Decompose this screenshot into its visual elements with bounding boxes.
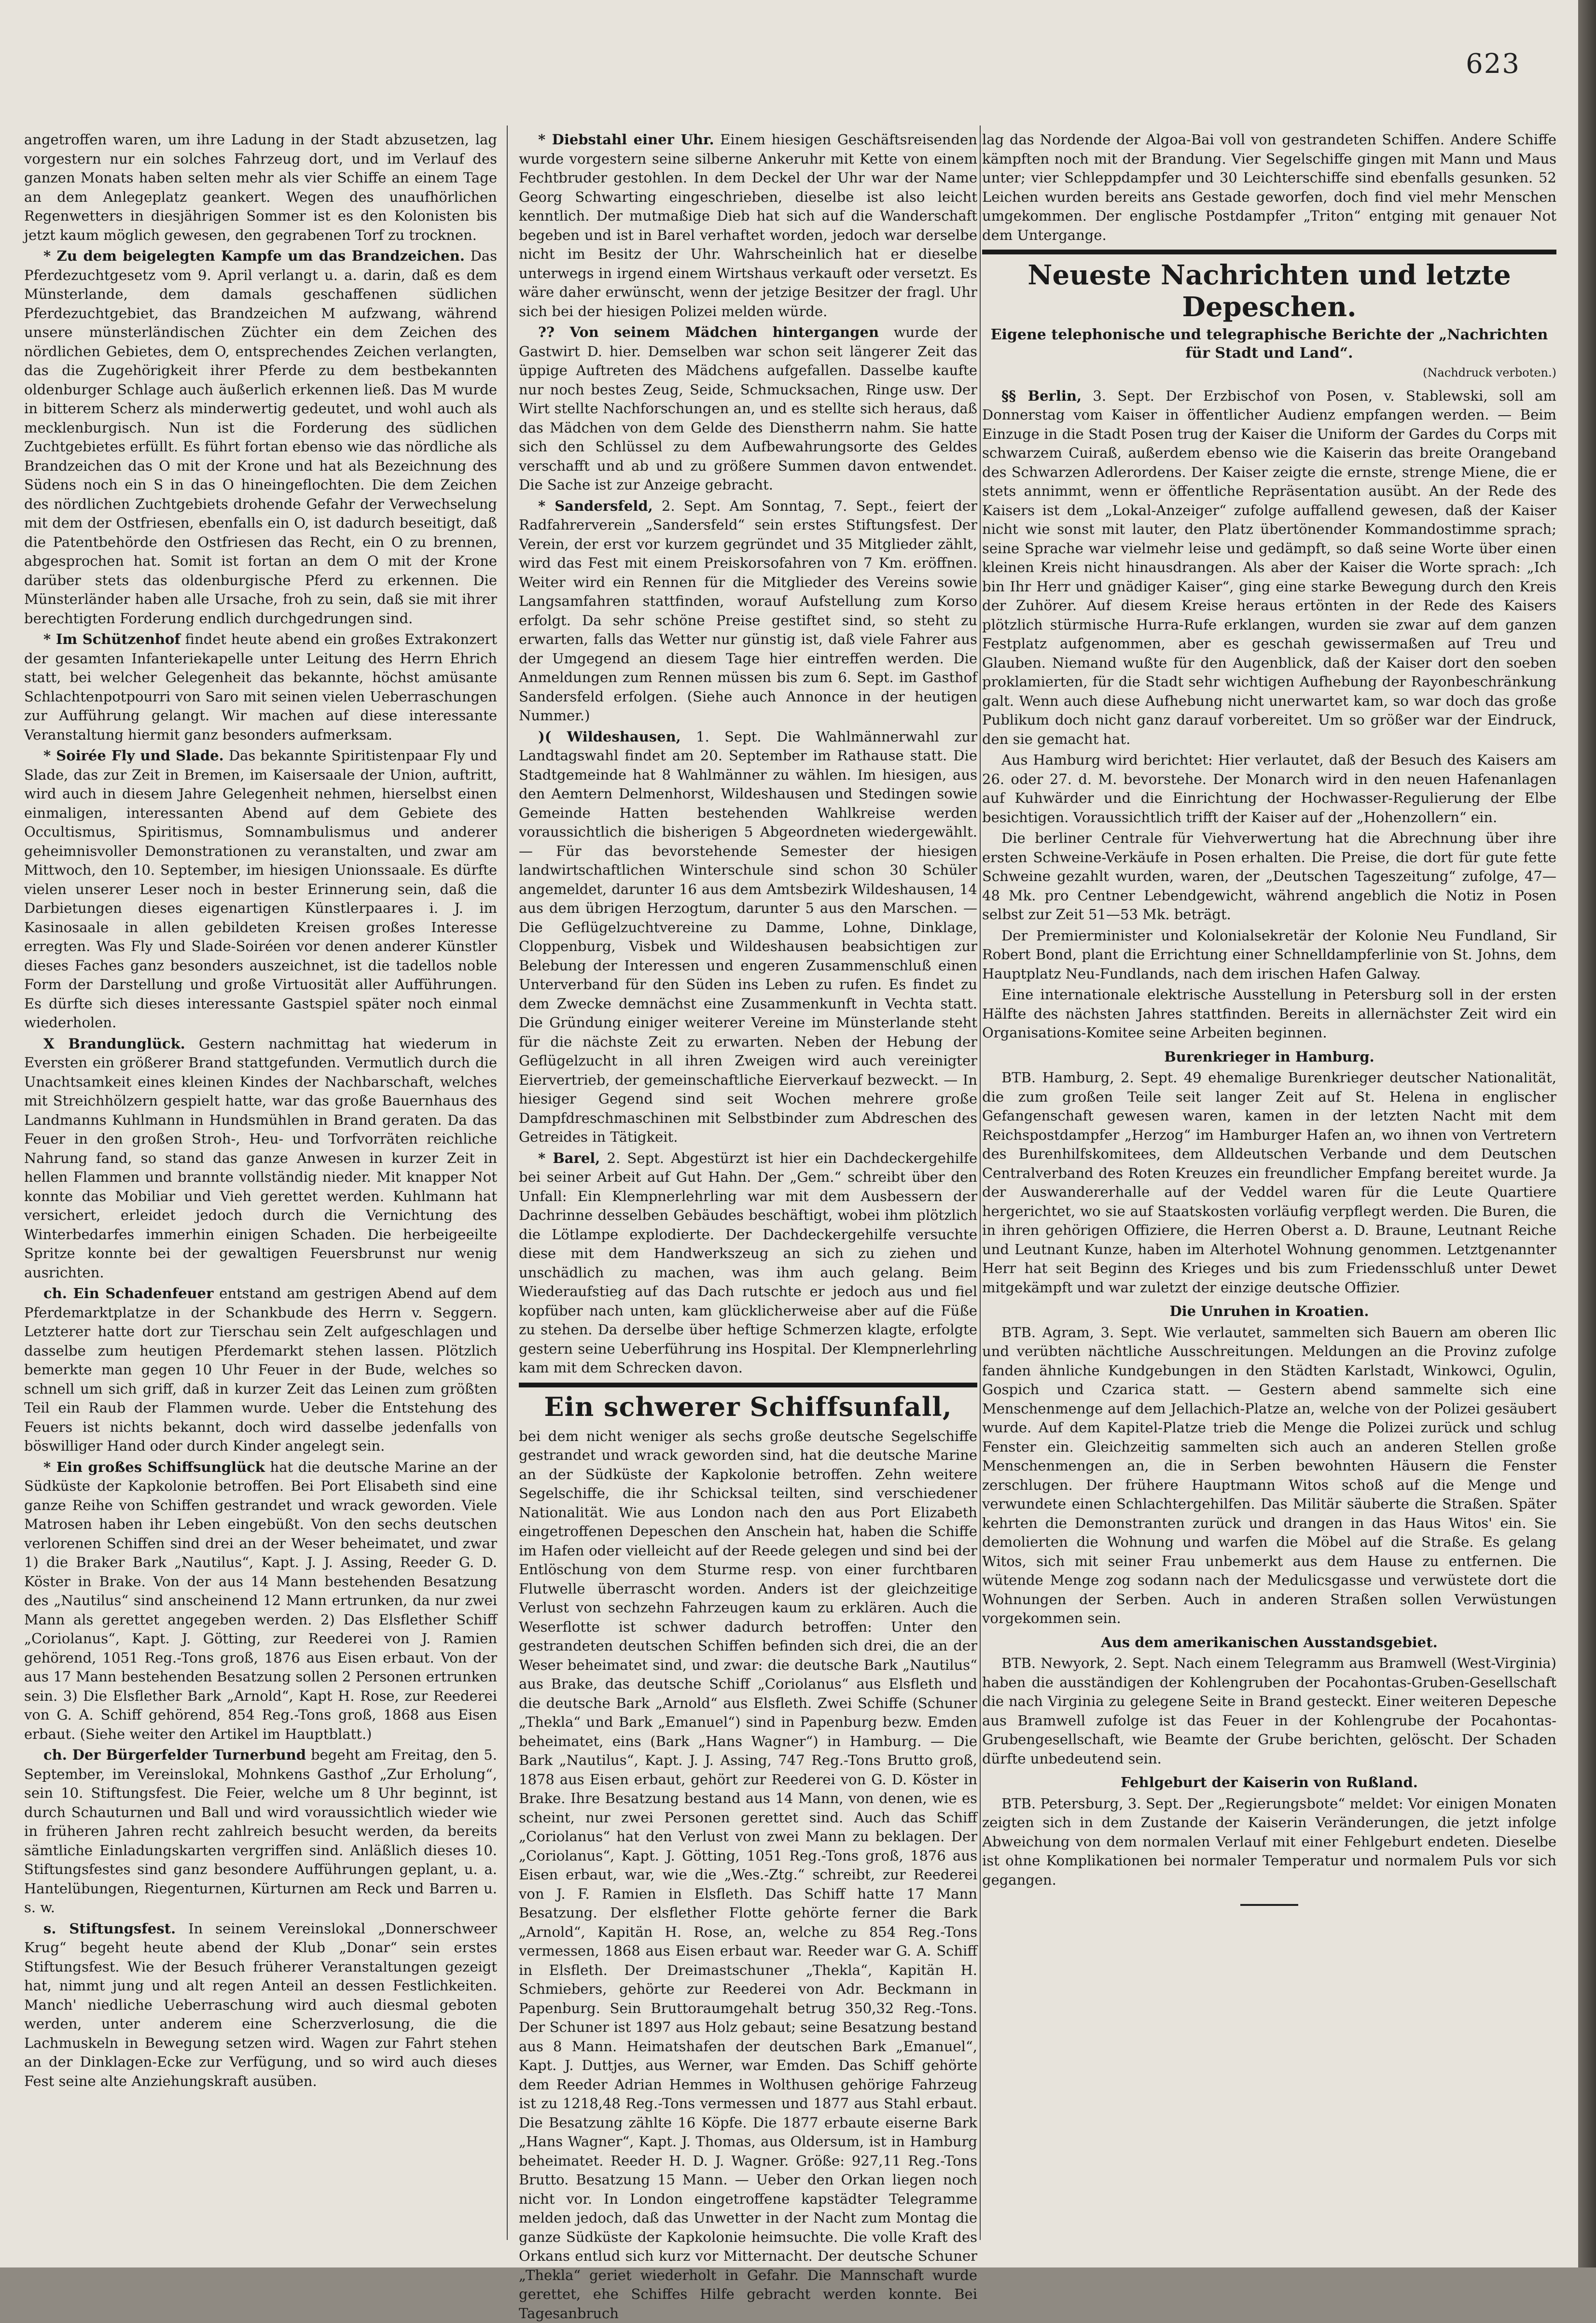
news-item-text: Die berliner Centrale für Viehverwertung hat die Abrechnung über ihre ersten Schweine-Verkäufe in Posen erhalten. Die Preise, die dort für gute fette Schweine gezahlt wurden, waren, der „Deutschen Tageszeitung“ zufolge, 47—48 Mk. pro Centner Lebendgewicht, während angeblich die Notiz in Posen selbst zur Zeit 51—53 Mk. beträgt. bbox=[982, 830, 1556, 923]
feature-text: bei dem nicht weniger als sechs große deutsche Segelschiffe gestrandet und wrack geworden sind, hat die deutsche Marine an der Südküste der Kapkolonie betroffen. Zehn weitere Segelschiffe, die ihr Schicksal teilten, sind verschiedener Nationalität. Wie aus London nach den aus Port Elizabeth eingetroffenen Depeschen den Anschein hat, haben die Schiffe im Hafen oder vielleicht auf der Reede gelegen und sind bei der Entlöschung von dem Sturme resp. von einer furchtbaren Flutwelle überrascht worden. Anders ist der gleichzeitige Verlust von sechzehn Fahrzeugen kaum zu erklären. Auch die Weserflotte ist schwer dadurch betroffen: Unter den gestrandeten deutschen Schiffen befinden sich drei, die an der Weser beheimatet sind, und zwar: die deutsche Bark „Nautilus“ aus Brake, das deutsche Schiff „Coriolanus“ aus Elsfleth und die deutsche Bark „Arnold“ aus Elsfleth. Zwei Schiffe (Schuner „Thekla“ und Bark „Emanuel“) sind in Papenburg bezw. Emden beheimatet, eins (Bark „Hans Wagner“) in Hamburg. — Die Bark „Nautilus“, Kapt. J. J. Assing, 747 Reg.-Tons Brutto groß, 1878 aus Eisen erbaut, gehört zur Reederei von G. D. Köster in Brake. Ihre Besatzung bestand aus 14 Mann, von denen, wie es scheint, nur zwei Personen gerettet sind. Auch das Schiff „Coriolanus“ hat den Verlust von zwei Mann zu beklagen. Der „Coriolanus“, Kapt. J. Götting, 1051 Reg.-Tons groß, 1876 aus Eisen erbaut, war, wie die „Wes.-Ztg.“ schreibt, zur Reederei von J. F. Ramien in Elsfleth. Das Schiff hatte 17 Mann Besatzung. Der elsflether Flotte gehörte ferner die Bark „Arnold“, Kapitän H. Rose, an, welche zu 854 Reg.-Tons vermessen, 1868 aus Eisen erbaut war. Reeder war G. A. Schiff in Elsfleth. Der Dreimastschuner „Thekla“, Kapitän H. Schmiebers, gehörte zur Reederei von Adr. Beckmann in Papenburg. Sein Bruttoraumgehalt betrug 350,32 Reg.-Tons. Der Schuner ist 1897 aus Holz gebaut; seine Besatzung bestand aus 8 Mann. Heimatshafen der deutschen Bark „Emanuel“, Kapt. J. Duttjes, aus Werner, war Emden. Das Schiff gehörte dem Reeder Adrian Hemmes in Wolthusen gehörige Fahrzeug ist zu 1218,48 Reg.-Tons vermessen und 1877 aus Stahl erbaut. Die Besatzung zählte 16 Köpfe. Die 1877 erbaute eiserne Bark „Hans Wagner“, Kapt. J. Thomas, aus Oldersum, ist in Hamburg beheimatet. Reeder H. D. J. Wagner. Größe: 927,11 Reg.-Tons Brutto. Besatzung 15 Mann. — Ueber den Orkan liegen noch nicht vor. In London eingetroffene kapstädter Telegramme melden jedoch, daß das Unwetter in der Nacht zum Montag die ganze Südküste der Kapkolonie heimsuchte. Die volle Kraft des Orkans entlud sich kurz vor Mitternacht. Der deutsche Schuner „Thekla“ geriet wiederholt in Gefahr. Die Mannschaft wurde gerettet, ehe Schiffes Hilfe gebracht werden konnte. Bei Tagesanbruch bbox=[519, 1427, 977, 2323]
news-item bbox=[982, 387, 1556, 749]
article-text: Gestern nachmittag hat wiederum in Eversten ein größerer Brand stattgefunden. Vermutlich durch die Unachtsamkeit eines kleinen Kindes der Nachbarschaft, welches mit Streichhölzern gespielt hatte, war das große Bauernhaus des Landmanns Kuhlmann in Hundsmühlen in Brand geraten. Da das Feuer in den großen Stroh-, Heu- und Torfvorräten reichliche Nahrung fand, so stand das ganze Anwesen in kurzer Zeit in hellen Flammen und brannte vollständig nieder. Mit knapper Not konnte das Mobiliar und Vieh gerettet werden. Kuhlmann hat versichert, erleidet jedoch durch die Vernichtung des Winterbedarfes immerhin einigen Schaden. Die herbeigeeilte Spritze konnte bei der gewaltigen Feuersbrunst nur wenig ausrichten. bbox=[24, 1036, 497, 1281]
article bbox=[519, 497, 977, 726]
article-text: findet heute abend ein großes Extrakonzert der gesamten Infanteriekapelle unter Leitung des Herrn Ehrich statt, bei welcher Gelegenheit das bekannte, höchst amüsante Schlachtenpotpourri von Saro mit seinen vielen Ueberraschungen zur Aufführung gelangt. Wir machen auf diese interessante Veranstaltung hiermit ganz besonders aufmerksam. bbox=[24, 631, 497, 743]
column-3 bbox=[982, 130, 1556, 2240]
section-headline: Neueste Nachrichten und letzte Depeschen. bbox=[982, 259, 1556, 323]
article-text: Einem hiesigen Geschäftsreisenden wurde vorgestern seine silberne Ankeruhr mit Kette von einem Fechtbruder gestohlen. In dem Deckel der Uhr war der Name Georg Schwarting eingeschrieben, dieselbe ist also leicht kenntlich. Der mutmaßige Dieb hat sich auf die Wanderschaft begeben und ist in Barel verhaftet worden, jedoch war derselbe nicht im Besitz der Uhr. Wahrscheinlich hat er dieselbe unterwegs in irgend einem Wirtshaus verkauft oder versetzt. Es wäre daher erwünscht, wenn der jetzige Besitzer der fragl. Uhr sich bei der hiesigen Polizei melden würde. bbox=[519, 131, 977, 320]
article-title: ch. Ein Schadenfeuer bbox=[43, 1285, 213, 1301]
article-title: * Sandersfeld, bbox=[538, 498, 653, 514]
article bbox=[24, 1284, 497, 1456]
article-title: * Diebstahl einer Uhr. bbox=[538, 131, 714, 148]
article bbox=[519, 728, 977, 1147]
news-item-text: BTB. Newyork, 2. Sept. Nach einem Telegramm aus Bramwell (West-Virginia) haben die ausständigen der Kohlengruben der Pocahontas-Gruben-Gesellschaft die nach Virginia zu gelegene Seite in Brand gesteckt. Einer weiteren Depesche aus Bramwell zufolge ist das Feuer in der Kohlengrube der Pocahontas-Grubengesellschaft, wie Beamte der Grube berichten, gelöscht. Der Schaden dürfte unbedeutend sein. bbox=[982, 1655, 1556, 1767]
article bbox=[519, 130, 977, 321]
article-title: * Ein großes Schiffsunglück bbox=[43, 1459, 265, 1475]
article-text: Das Pferdezuchtgesetz vom 9. April verlangt u. a. darin, daß es dem Münsterlande, dem damals geschaffenen südlichen Pferdezuchtgebiet, das Brandzeichen M aufzwang, während unsere münsterländischen Züchter ein dem Zeichen des nördlichen Gebietes, dem O, entsprechendes Zeichen verlangten, das die Zugehörigkeit ihrer Pferde zu dem bestbekannten oldenburger Schlage auch äußerlich erkennen ließ. Das M wurde in bitterem Scherz als minderwertig gedeutet, und wohl auch als mecklenburgisch. Nun ist die Forderung des südlichen Zuchtgebietes erfüllt. Es führt fortan ebenso wie das nördliche als Brandzeichen das O mit der Krone und hat als Bezeichnung des Südens noch ein S in das O hineingeflochten. Die dem Zeichen des nördlichen Zuchtgebiets drohende Gefahr der Verwechselung mit dem der Ostfriesen, ebenfalls ein O, ist dadurch beseitigt, daß die Patentbehörde den Ostfriesen das Recht, ein O zu brennen, abgesprochen hat. Somit ist fortan an dem O mit der Krone darüber stets das oldenburgische Pferd zu erkennen. Die Münsterländer haben alle Ursache, froh zu sein, daß sie mit ihrer berechtigten Forderung endlich durchgedrungen sind. bbox=[24, 248, 497, 627]
article-title: * Soirée Fly und Slade. bbox=[43, 747, 224, 764]
end-dash bbox=[1240, 1904, 1298, 1906]
article-text: angetroffen waren, um ihre Ladung in der Stadt abzusetzen, lag vorgestern nur ein solches Fahrzeug dort, und im Verlauf des ganzen Monats haben selten mehr als vier Schiffe an einem Tage an dem Anlegeplatz geankert. Wegen des unaufhörlichen Regenwetters in diesjährigen Sommer ist es den Kolonisten bis jetzt kaum möglich gewesen, den gegrabenen Torf zu trocknen. bbox=[24, 131, 497, 243]
article-text: begeht am Freitag, den 5. September, im Vereinslokal, Mohnkens Gasthof „Zur Erholung“, sein 10. Stiftungsfest. Die Feier, welche um 8 Uhr beginnt, ist durch Schauturnen und Ball und wird voraussichtlich wieder wie in früheren Jahren recht zahlreich besucht werden, da bereits sämtliche Einladungskarten vergriffen sind. Anläßlich dieses 10. Stiftungsfestes sind ganz besondere Aufführungen geplant, u. a. Hantelübungen, Riegenturnen, Kürturnen am Reck und Barren u. s. w. bbox=[24, 1747, 497, 1916]
article bbox=[24, 1458, 497, 1744]
book-edge bbox=[1578, 0, 1596, 2267]
news-item-text: 3. Sept. Der Erzbischof von Posen, v. Stablewski, soll am Donnerstag vom Kaiser in öffentlicher Audienz empfangen werden. — Beim Einzuge in die Stadt Posen trug der Kaiser die Uniform der Gardes du Corps mit schwarzem Cuiraß, außerdem ebenso wie die Kaiserin das breite Orangeband des Schwarzen Adlerordens. Der Kaiser zeigte die ernste, strenge Miene, die er stets annimmt, wenn er öffentliche Repräsentation ausübt. An der Rede des Kaisers ist dem „Lokal-Anzeiger“ zufolge auffallend gewesen, daß der Kaiser nicht wie sonst mit lauter, den Platz übertönender Kommandostimme sprach; seine Sprache war vielmehr leise und gedämpft, so daß seine Worte über einen kleinen Kreis nicht hinausdrangen. Als aber der Kaiser die Worte sprach: „Ich bin Ihr Herr und gnädiger Kaiser“, ging eine starke Bewegung durch den Kreis der Zuhörer. Auf diesem Kreise heraus ertönten in der Rede des Kaisers plötzlich stürmische Hurra-Rufe erklangen, wurden sie zwar auf dem ganzen Festplatz aufgenommen, aber es geschah gewissermaßen auf Treu und Glauben. Niemand wußte für den Augenblick, daß der Kaiser dort den soeben proklamierten, für die Stadt sehr wichtigen Aufhebung der Rayonbeschränkung galt. Wenn auch diese Aufhebung nicht unerwartet kam, so war doch das große Publikum doch nicht ganz darauf vorbereitet. Um so größer war der Eindruck, den sie gemacht hat. bbox=[982, 388, 1556, 747]
news-item-text: Eine internationale elektrische Ausstellung in Petersburg soll in der ersten Hälfte des nächsten Jahres stattfinden. Bereits in allernächster Zeit wird ein Organisations-Komitee seine Arbeiten beginnen. bbox=[982, 986, 1556, 1041]
article-title: )( Wildeshausen, bbox=[538, 728, 681, 745]
reprint-note: (Nachdruck verboten.) bbox=[982, 364, 1556, 383]
column-divider bbox=[507, 126, 508, 2240]
news-item bbox=[982, 829, 1556, 924]
news-item bbox=[982, 1068, 1556, 1297]
article bbox=[24, 1035, 497, 1283]
column-2 bbox=[519, 130, 977, 2240]
news-item bbox=[982, 1654, 1556, 1768]
article bbox=[24, 1919, 497, 2091]
article-title: X Brandunglück. bbox=[43, 1036, 185, 1052]
article-title: s. Stiftungsfest. bbox=[43, 1920, 176, 1937]
news-item bbox=[982, 1794, 1556, 1890]
article bbox=[24, 1746, 497, 1917]
article-title: * Im Schützenhof bbox=[43, 631, 180, 647]
article-title: * Barel, bbox=[538, 1150, 600, 1166]
article bbox=[519, 323, 977, 495]
article bbox=[24, 746, 497, 1033]
news-item bbox=[982, 926, 1556, 984]
news-item-title: Burenkrieger in Hamburg. bbox=[982, 1048, 1556, 1067]
article-text: In seinem Vereinslokal „Donnerschweer Krug“ begeht heute abend der Klub „Donar“ sein erstes Stiftungsfest. Wie der Besuch früherer Veranstaltungen gezeigt hat, nimmt jung und alt regen Anteil an dessen Festlichkeiten. Manch' niedliche Ueberraschung wird auch diesmal geboten werden, unter anderem eine Scherzverlosung, die die Lachmuskeln in Bewegung setzen wird. Wagen zur Fahrt stehen an der Dinklagen-Ecke zur Verfügung, und so wird auch dieses Fest seine alte Anziehungskraft ausüben. bbox=[24, 1920, 497, 2089]
news-item-text: Der Premierminister und Kolonialsekretär der Kolonie Neu Fundland, Sir Robert Bond, plant die Errichtung einer Schnelldampferlinie von St. Johns, dem Hauptplatz Neu-Fundlands, nach dem irischen Hafen Galway. bbox=[982, 927, 1556, 982]
news-item-text: BTB. Hamburg, 2. Sept. 49 ehemalige Burenkrieger deutscher Nationalität, die zum großen Teile seit langer Zeit auf St. Helena in englischer Gefangenschaft gewesen waren, kamen in der letzten Nacht mit dem Reichspostdampfer „Herzog“ im Hamburger Hafen an, wo ihnen von Vertretern des Burenhilfskomitees, dem Alldeutschen Verbande und dem Deutschen Centralverband des Roten Kreuzes ein freundlicher Empfang bereitet wurde. Ja der Auswandererhalle auf der Veddel waren für die Leute Quartiere hergerichtet, wo sie auf Staatskosten vorläufig verpflegt werden. Die Buren, die in ihren gehörigen Offiziere, die Herren Oberst a. D. Braune, Leutnant Reiche und Leutnant Kunze, haben im Alterhotel Wohnung genommen. Letztgenannter Herr hat seit Beginn des Krieges und bis zum Friedensschluß unter Dewet mitgekämpft und war zuletzt der einzige deutsche Offizier. bbox=[982, 1069, 1556, 1296]
page-number: 623 bbox=[1466, 48, 1520, 80]
article bbox=[24, 247, 497, 628]
article bbox=[519, 1149, 977, 1378]
section-subtitle: Eigene telephonische und telegraphische Berichte der „Nachrichten für Stadt und Land“. bbox=[982, 326, 1556, 363]
news-item bbox=[982, 985, 1556, 1043]
article-title: ?? Von seinem Mädchen hintergangen bbox=[538, 324, 879, 340]
article-title: * Zu dem beigelegten Kampfe um das Brandzeichen. bbox=[43, 248, 465, 264]
article-continuation: lag das Nordende der Algoa-Bai voll von gestrandeten Schiffen. Andere Schiffe kämpften noch mit der Brandung. Vier Segelschiffe gingen mit Mann und Maus unter; vier Schleppdampfer und 30 Leichterschiffe sind ebenfalls gesunken. 52 Leichen wurden bereits ans Gestade geworfen, doch find viel mehr Menschen umgekommen. Der englische Postdampfer „Triton“ entging mit genauer Not dem Untergange. bbox=[982, 130, 1556, 245]
article-text: Das bekannte Spiritistenpaar Fly und Slade, das zur Zeit in Bremen, im Kaisersaale der Union, auftritt, wird auch in diesem Jahre Gelegenheit nehmen, hierselbst einen einmaligen, interessanten Abend auf dem Gebiete des Occultismus, Spiritismus, Somnambulismus und anderer geheimnisvoller Demonstrationen zu veranstalten, und zwar am Mittwoch, den 10. September, im hiesigen Unionssaale. Es dürfte vielen unserer Leser noch in bester Erinnerung sein, daß die Darbietungen dieses eigenartigen Künstlerpaares i. J. im Kasinosaale in allen gebildeten Kreisen großes Interesse erregten. Was Fly und Slade-Soiréen vor denen anderer Künstler dieses Faches ganz besonders auszeichnet, ist die tadellos noble Form der Darstellung und große Virtuosität aller Aufführungen. Es dürfte sich dieses interessante Gastspiel später noch einmal wiederholen. bbox=[24, 747, 497, 1031]
column-1 bbox=[24, 130, 497, 2240]
article-text: hat die deutsche Marine an der Südküste der Kapkolonie betroffen. Bei Port Elisabeth sind eine ganze Reihe von Schiffen gestrandet und wrack geworden. Viele Matrosen haben ihr Leben eingebüßt. Von den sechs deutschen verlorenen Schiffen sind drei an der Weser beheimatet, und zwar 1) die Braker Bark „Nautilus“, Kapt. J. J. Assing, Reeder G. D. Köster in Brake. Von der aus 14 Mann bestehenden Besatzung des „Nautilus“ sind anscheinend 12 Mann ertrunken, da nur zwei Mann als gerettet angegeben werden. 2) Das Elsflether Schiff „Coriolanus“, Kapt. J. Götting, zur Reederei von J. Ramien gehörend, 1051 Reg.-Tons groß, 1876 aus Eisen erbaut. Von der aus 17 Mann bestehenden Besatzung sollen 2 Personen ertrunken sein. 3) Die Elsflether Bark „Arnold“, Kapt H. Rose, zur Reederei von G. A. Schiff gehörend, 854 Reg.-Tons groß, 1868 aus Eisen erbaut. (Siehe weiter den Artikel im Hauptblatt.) bbox=[24, 1459, 497, 1742]
news-item-text: Aus Hamburg wird berichtet: Hier verlautet, daß der Besuch des Kaisers am 26. oder 27. d. M. bevorstehe. Der Monarch wird in den neuen Hafenanlagen auf Kuhwärder und die Einrichtung der Hochwasser-Regulierung der Elbe besichtigen. Voraussichtlich trifft der Kaiser auf der „Hohenzollern“ ein. bbox=[982, 752, 1556, 826]
news-item-title: Die Unruhen in Kroatien. bbox=[982, 1302, 1556, 1321]
news-item-text: BTB. Agram, 3. Sept. Wie verlautet, sammelten sich Bauern am oberen Ilic und verübten nächtliche Ausschreitungen. Meldungen an die Provinz zufolge fanden ähnliche Kundgebungen in den Städten Karlstadt, Winkowci, Ogulin, Gospich und Czarica statt. — Gestern abend sammelte sich eine Menschenmenge auf dem Jellachich-Platze an, welche von der Polizei gesäubert wurde. Auf dem Kapitel-Platze trieb die Menge die Polizei zurück und schlug Fenster ein. Gleichzeitig sammelten sich auch an anderen Stellen große Menschenmengen an, die in Serben bewohnten Häusern die Fenster zerschlugen. Der frühere Hauptmann Witos schoß auf die Menge und verwundete einen Schlachtergehilfen. Das Militär säuberte die Straßen. Später kehrten die Demonstranten zurück und drangen in das Haus Witos' ein. Sie demolierten die Wohnung und warfen die Möbel auf die Straße. Es gelang Witos, sich mit seiner Frau unbemerkt aus dem Hause zu entfernen. Die wütende Menge zog sodann nach der Medulicsgasse und verwüstete dort die Wohnungen der Serben. Auch in anderen Straßen sollen Verwüstungen vorgekommen sein. bbox=[982, 1324, 1556, 1627]
news-item-title: §§ Berlin, bbox=[1001, 388, 1082, 404]
news-item bbox=[982, 1323, 1556, 1628]
article-text: 2. Sept. Am Sonntag, 7. Sept., feiert der Radfahrerverein „Sandersfeld“ sein erstes Stiftungsfest. Der Verein, der erst vor kurzem gegründet und 35 Mitglieder zählt, wird das Fest mit einem Preiskorsofahren von 7 Km. eröffnen. Weiter wird ein Rennen für die Mitglieder des Vereins sowie Langsamfahren stattfinden, worauf Aufstellung zum Korso erfolgt. Da sehr schöne Preise gestiftet sind, so steht zu erwarten, falls das Wetter nur günstig ist, daß viele Fahrer aus der Umgegend an diesem Tage hier eintreffen werden. Die Anmeldungen zum Rennen müssen bis zum 6. Sept. im Gasthof Sandersfeld erfolgen. (Siehe auch Annonce in der heutigen Nummer.) bbox=[519, 498, 977, 724]
section-rule bbox=[982, 250, 1556, 254]
news-item-title: Fehlgeburt der Kaiserin von Rußland. bbox=[982, 1773, 1556, 1792]
news-item-text: BTB. Petersburg, 3. Sept. Der „Regierungsbote“ meldet: Vor einigen Monaten zeigten sich in dem Zustande der Kaiserin Veränderungen, die jetzt infolge Abweichung von dem normalen Verlauf mit einer Fehlgeburt endeten. Dieselbe ist ohne Komplikationen bei normaler Temperatur und normalem Puls vor sich gegangen. bbox=[982, 1795, 1556, 1888]
article-text: 1. Sept. Die Wahlmännerwahl zur Landtagswahl findet am 20. September im Rathause statt. Die Stadtgemeinde hat 8 Wahlmänner zu wählen. Im hiesigen, aus den Aemtern Delmenhorst, Wildeshausen und Stedingen sowie Gemeinde Hatten bestehenden Wahlkreise werden voraussichtlich die bisherigen 5 Abgeordneten wiedergewählt. — Für das bevorstehende Semester der hiesigen landwirtschaftlichen Winterschule sind schon 30 Schüler angemeldet, darunter 16 aus dem Amtsbezirk Wildeshausen, 14 aus dem übrigen Herzogtum, darunter 5 aus den Marschen. — Die Geflügelzuchtvereine zu Damme, Lohne, Dinklage, Cloppenburg, Visbek und Wildeshausen beabsichtigen zur Belebung der Interessen und engeren Zusammenschluß einen Unterverband für den Süden ins Leben zu rufen. Es findet zu dem Zwecke demnächst eine Zusammenkunft in Vechta statt. Die Gründung einiger weiterer Vereine im Münsterlande steht für die nächste Zeit zu erwarten. Neben der Hebung der Geflügelzucht in all ihren Zweigen wird auch vereinigter Eiervertrieb, der gemeinschaftliche Eierverkauf bezweckt. — In hiesiger Gegend sind seit Wochen mehrere große Dampfdreschmaschinen mit Selbstbinder zum Abdreschen des Getreides in Tätigkeit. bbox=[519, 728, 977, 1146]
article-text: wurde der Gastwirt D. hier. Demselben war schon seit längerer Zeit das üppige Auftreten des Mädchens aufgefallen. Dasselbe kaufte nur noch bestes Zeug, Seide, Schmucksachen, Ringe usw. Der Wirt stellte Nachforschungen an, und es stellte sich heraus, daß das Mädchen von dem Gelde des Dienstherrn nahm. Sie hatte sich den Schlüssel zu dem Aufbewahrungsorte des Geldes verschafft und ab und zu größere Summen davon entwendet. Die Sache ist zur Anzeige gebracht. bbox=[519, 324, 977, 493]
article bbox=[24, 130, 497, 245]
article bbox=[24, 630, 497, 744]
section-rule bbox=[519, 1383, 977, 1387]
feature-headline: Ein schwerer Schiffsunfall, bbox=[519, 1391, 977, 1422]
news-item bbox=[982, 751, 1556, 827]
news-item-title: Aus dem amerikanischen Ausstandsgebiet. bbox=[982, 1633, 1556, 1652]
column-divider bbox=[980, 126, 981, 2240]
article-title: ch. Der Bürgerfelder Turnerbund bbox=[43, 1747, 306, 1763]
article-text: entstand am gestrigen Abend auf dem Pferdemarktplatze in der Schankbude des Herrn v. Seggern. Letzterer hatte dort zur Tierschau sein Zelt aufgeschlagen und dasselbe zum heutigen Pferdemarkt stehen lassen. Plötzlich bemerkte man gegen 10 Uhr Feuer in der Bude, welches so schnell um sich griff, daß in kurzer Zeit das Leinen zum größten Teil ein Raub der Flammen wurde. Ueber die Entstehung des Feuers ist nichts bekannt, doch wird dasselbe jedenfalls von böswilliger Hand oder durch Kinder angelegt sein. bbox=[24, 1285, 497, 1454]
article-text: 2. Sept. Abgestürzt ist hier ein Dachdeckergehilfe bei seiner Arbeit auf Gut Hahn. Der „Gem.“ schreibt über den Unfall: Ein Klempnerlehrling war mit dem Ausbessern der Dachrinne desselben Gebäudes beschäftigt, wobei ihm plötzlich die Lötlampe explodierte. Der Dachdeckergehilfe versuchte diese mit dem Handwerkszeug an sich zu ziehen und unschädlich zu machen, was ihm auch gelang. Beim Wiederaufstieg auf das Dach rutschte er jedoch aus und fiel kopfüber nach unten, kam glücklicherweise aber auf die Füße zu stehen. Da derselbe über heftige Schmerzen klagte, erfolgte gestern seine Ueberführung ins Hospital. Der Klempnerlehrling kam mit dem Schrecken davon. bbox=[519, 1150, 977, 1376]
